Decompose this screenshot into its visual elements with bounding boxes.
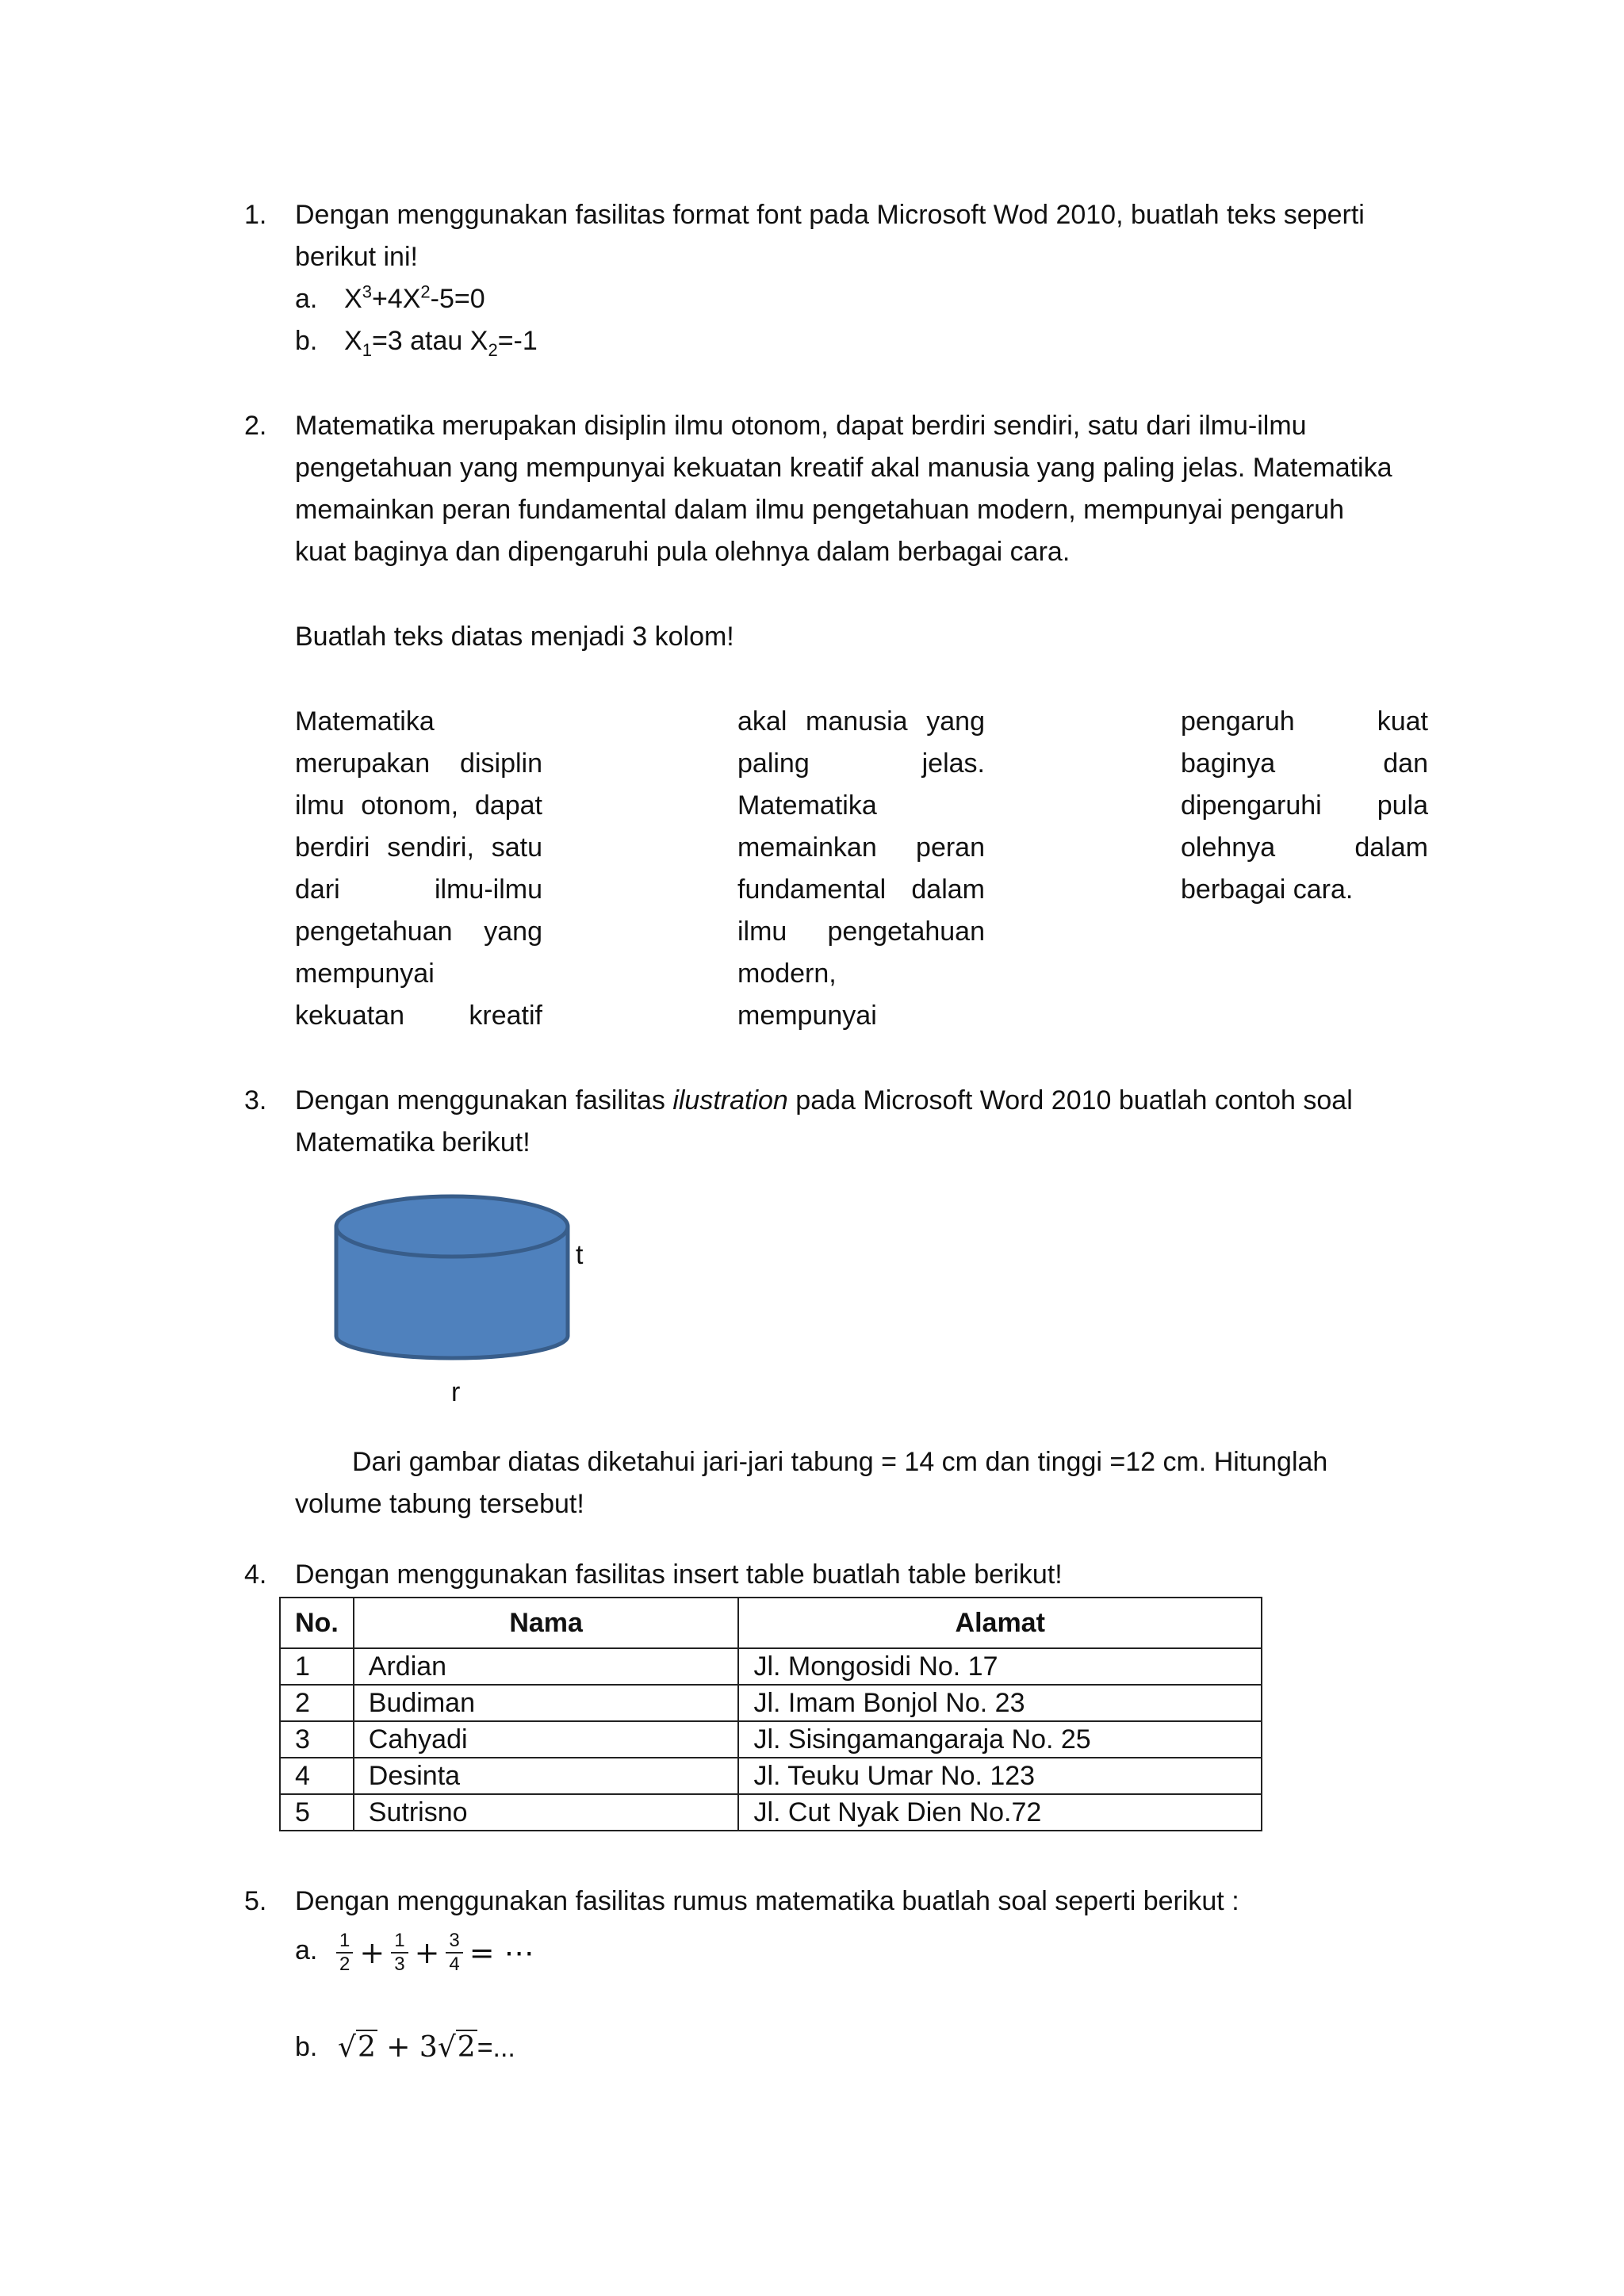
q5-b-label: b.: [295, 2032, 318, 2062]
q3-problem-line2: volume tabung tersebut!: [295, 1489, 584, 1519]
address-table: [279, 1597, 1262, 1831]
q2-column-2: [737, 701, 985, 1037]
header-alamat: Alamat: [738, 1598, 1262, 1648]
cell-no: 2: [280, 1685, 354, 1721]
q1-b-label: b.: [295, 326, 318, 356]
q1-number: 1.: [244, 200, 267, 230]
cell-no: 1: [280, 1648, 354, 1685]
cell-nama: Desinta: [354, 1758, 739, 1794]
cell-nama: Cahyadi: [354, 1721, 739, 1758]
header-nama: Nama: [354, 1598, 739, 1648]
column-line: memainkan peran: [737, 832, 985, 863]
q5-b-expression: √2 + 3√2=...: [338, 2031, 515, 2064]
column-line: ilmu otonom, dapat: [295, 790, 542, 821]
q2-number: 2.: [244, 411, 267, 441]
column-line: paling jelas.: [737, 748, 985, 779]
column-line: kekuatan kreatif: [295, 1001, 542, 1031]
cell-alamat: Jl. Sisingamangaraja No. 25: [738, 1721, 1262, 1758]
cell-alamat: Jl. Imam Bonjol No. 23: [738, 1685, 1262, 1721]
column-line: berbagai cara.: [1181, 874, 1354, 905]
column-line: mempunyai: [295, 959, 435, 989]
cell-alamat: Jl. Cut Nyak Dien No.72: [738, 1794, 1262, 1831]
column-line: dari ilmu-ilmu: [295, 874, 542, 905]
table-row: [280, 1685, 1262, 1721]
q2-paragraph-line4: kuat baginya dan dipengaruhi pula olehnya dalam berbagai cara.: [295, 537, 1071, 567]
column-line: pengetahuan yang: [295, 916, 542, 947]
table-header-row: [280, 1598, 1262, 1648]
column-line: akal manusia yang: [737, 706, 985, 737]
q2-instruction: Buatlah teks diatas menjadi 3 kolom!: [295, 622, 734, 652]
table-row: [280, 1721, 1262, 1758]
column-line: Matematika: [295, 706, 435, 737]
column-line: modern,: [737, 959, 837, 989]
cylinder-illustration: [325, 1185, 579, 1376]
q2-column-1: [295, 701, 542, 1037]
table-row: [280, 1794, 1262, 1831]
q5-a-label: a.: [295, 1935, 318, 1965]
q5-number: 5.: [244, 1886, 267, 1916]
q2-paragraph-line1: Matematika merupakan disiplin ilmu otonom, dapat berdiri sendiri, satu dari ilmu-ilmu: [295, 411, 1307, 441]
column-line: pengaruh kuat: [1181, 706, 1428, 737]
q3-line1: Dengan menggunakan fasilitas ilustration pada Microsoft Word 2010 buatlah contoh soal: [295, 1085, 1353, 1115]
table-row: [280, 1648, 1262, 1685]
q1-a-equation: $X^3+4X^2-5=0$: [344, 281, 485, 314]
radius-label-r: r: [451, 1377, 461, 1407]
q3-number: 3.: [244, 1085, 267, 1115]
column-line: baginya dan: [1181, 748, 1428, 779]
q1-line1: Dengan menggunakan fasilitas format font pada Microsoft Wod 2010, buatlah teks seperti: [295, 200, 1365, 230]
cell-nama: Ardian: [354, 1648, 739, 1685]
fraction: $\frac{1}{2}$: [336, 1930, 353, 1976]
q2-paragraph-line2: pengetahuan yang mempunyai kekuatan kreatif akal manusia yang paling jelas. Matematika: [295, 453, 1392, 483]
q1-b-equation: $X_1=3$ atau $X_2=-1$: [344, 326, 538, 360]
q2-column-3: [1181, 701, 1428, 911]
height-label-t: t: [576, 1240, 584, 1270]
cell-no: 5: [280, 1794, 354, 1831]
cell-no: 3: [280, 1721, 354, 1758]
cell-nama: Sutrisno: [354, 1794, 739, 1831]
column-line: Matematika: [737, 790, 877, 821]
q3-line2: Matematika berikut!: [295, 1127, 530, 1158]
table-row: [280, 1758, 1262, 1794]
cell-no: 4: [280, 1758, 354, 1794]
fraction: $\frac{3}{4}$: [446, 1930, 462, 1976]
column-line: berdiri sendiri, satu: [295, 832, 542, 863]
q5-a-expression: $\frac{1}{2}$ + $\frac{1}{3}$ + $\frac{3}{4}$ = ⋯: [333, 1922, 538, 1982]
cell-alamat: Jl. Mongosidi No. 17: [738, 1648, 1262, 1685]
column-line: mempunyai: [737, 1001, 877, 1031]
cell-alamat: Jl. Teuku Umar No. 123: [738, 1758, 1262, 1794]
column-line: ilmu pengetahuan: [737, 916, 985, 947]
q1-a-label: a.: [295, 284, 318, 314]
fraction: $\frac{1}{3}$: [391, 1930, 408, 1976]
q2-paragraph-line3: memainkan peran fundamental dalam ilmu pengetahuan modern, mempunyai pengaruh: [295, 495, 1345, 525]
q3-problem-line1: Dari gambar diatas diketahui jari-jari tabung = 14 cm dan tinggi =12 cm. Hitunglah: [352, 1447, 1328, 1477]
cell-nama: Budiman: [354, 1685, 739, 1721]
header-no: No.: [280, 1598, 354, 1648]
q4-number: 4.: [244, 1559, 267, 1590]
q4-text: Dengan menggunakan fasilitas insert table buatlah table berikut!: [295, 1559, 1063, 1590]
column-line: merupakan disiplin: [295, 748, 542, 779]
q1-line2: berikut ini!: [295, 242, 418, 272]
cylinder-top: [336, 1196, 568, 1257]
column-line: dipengaruhi pula: [1181, 790, 1428, 821]
q5-text: Dengan menggunakan fasilitas rumus matematika buatlah soal seperti berikut :: [295, 1886, 1239, 1916]
column-line: olehnya dalam: [1181, 832, 1428, 863]
column-line: fundamental dalam: [737, 874, 985, 905]
